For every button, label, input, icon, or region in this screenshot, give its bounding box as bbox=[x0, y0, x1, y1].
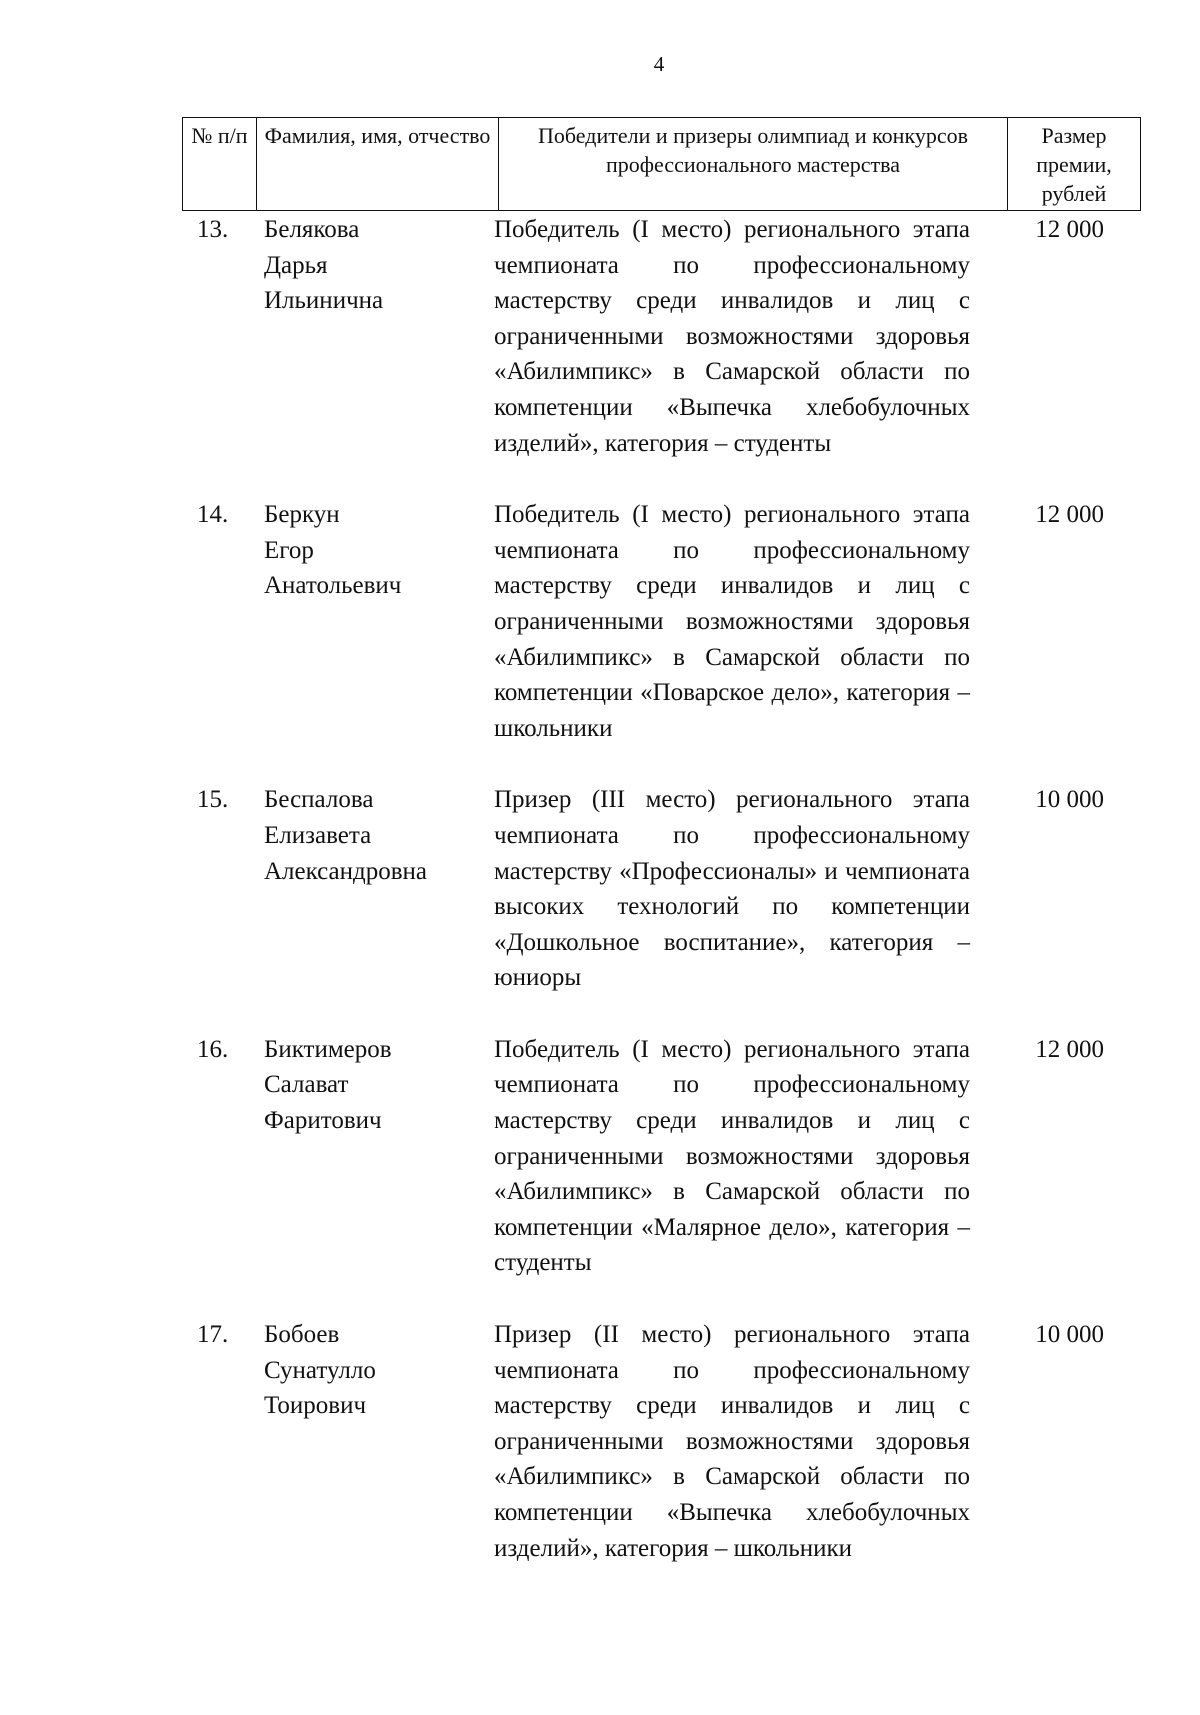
row-full-name bbox=[252, 1317, 484, 1566]
row-full-name bbox=[252, 497, 484, 746]
first-name: Салават bbox=[264, 1071, 349, 1099]
row-achievement: Победитель (I место) регионального этапа чемпионата по профессиональному мастерству среди инвалидов и лиц с ограниченными возможностями здоровья «Абилимпикс» в Самарской области по компетенции «Малярное дело», категория – студенты bbox=[494, 1035, 970, 1277]
row-number: 15. bbox=[197, 786, 229, 814]
patronymic: Ильинична bbox=[264, 287, 384, 315]
row-full-name bbox=[252, 782, 484, 996]
table-row bbox=[182, 1317, 1122, 1566]
row-number: 16. bbox=[197, 1035, 229, 1063]
surname: Биктимеров bbox=[264, 1035, 392, 1063]
patronymic: Александровна bbox=[264, 857, 428, 885]
table-row bbox=[182, 497, 1122, 746]
table-body bbox=[182, 212, 1122, 1602]
row-bonus-amount: 12 000 bbox=[1035, 1035, 1104, 1063]
row-achievement: Победитель (I место) регионального этапа чемпионата по профессиональному мастерству среди инвалидов и лиц с ограниченными возможностями здоровья «Абилимпикс» в Самарской области по компетенции «Поварское дело», категория – школьники bbox=[494, 501, 970, 742]
row-number: 14. bbox=[197, 501, 229, 529]
first-name: Елизавета bbox=[264, 821, 372, 849]
page-number: 4 bbox=[653, 52, 665, 76]
row-number: 13. bbox=[197, 216, 229, 243]
patronymic: Тоирович bbox=[264, 1392, 367, 1420]
table-header bbox=[182, 117, 1141, 211]
header-achievement: Победители и призеры олимпиад и конкурсов профессионального мастерства bbox=[499, 118, 1008, 211]
row-bonus-amount: 12 000 bbox=[1035, 501, 1104, 529]
row-number: 17. bbox=[197, 1321, 229, 1349]
row-bonus-amount: 12 000 bbox=[1035, 216, 1104, 243]
first-name: Егор bbox=[264, 536, 314, 564]
header-bonus-amount: Размер премии, рублей bbox=[1008, 118, 1141, 211]
surname: Белякова bbox=[264, 216, 360, 243]
row-achievement: Призер (II место) регионального этапа чемпионата по профессиональному мастерству среди инвалидов и лиц с ограниченными возможностями здоровья «Абилимпикс» в Самарской области по компетенции «Выпечка хлебобулочных изделий», категория – школьники bbox=[494, 1321, 970, 1562]
header-full-name: Фамилия, имя, отчество bbox=[257, 118, 499, 211]
row-bonus-amount: 10 000 bbox=[1035, 1321, 1104, 1349]
first-name: Сунатулло bbox=[264, 1356, 376, 1384]
surname: Беспалова bbox=[264, 786, 374, 814]
surname: Беркун bbox=[264, 501, 340, 529]
surname: Бобоев bbox=[264, 1321, 340, 1349]
row-full-name bbox=[252, 1032, 484, 1281]
row-full-name bbox=[252, 212, 484, 461]
table-row bbox=[182, 1032, 1122, 1281]
table-row bbox=[182, 782, 1122, 996]
patronymic: Фаритович bbox=[264, 1107, 382, 1135]
row-achievement: Победитель (I место) регионального этапа чемпионата по профессиональному мастерству среди инвалидов и лиц с ограниченными возможностями здоровья «Абилимпикс» в Самарской области по компетенции «Выпечка хлебобулочных изделий», категория – студенты bbox=[494, 216, 970, 457]
header-number: № п/п bbox=[183, 118, 257, 211]
first-name: Дарья bbox=[264, 251, 328, 279]
table-row bbox=[182, 212, 1122, 461]
patronymic: Анатольевич bbox=[264, 572, 402, 600]
row-bonus-amount: 10 000 bbox=[1035, 786, 1104, 814]
row-achievement: Призер (III место) регионального этапа чемпионата по профессиональному мастерству «Профессионалы» и чемпионата высоких технологий по компетенции «Дошкольное воспитание», категория – юниоры bbox=[494, 786, 970, 992]
